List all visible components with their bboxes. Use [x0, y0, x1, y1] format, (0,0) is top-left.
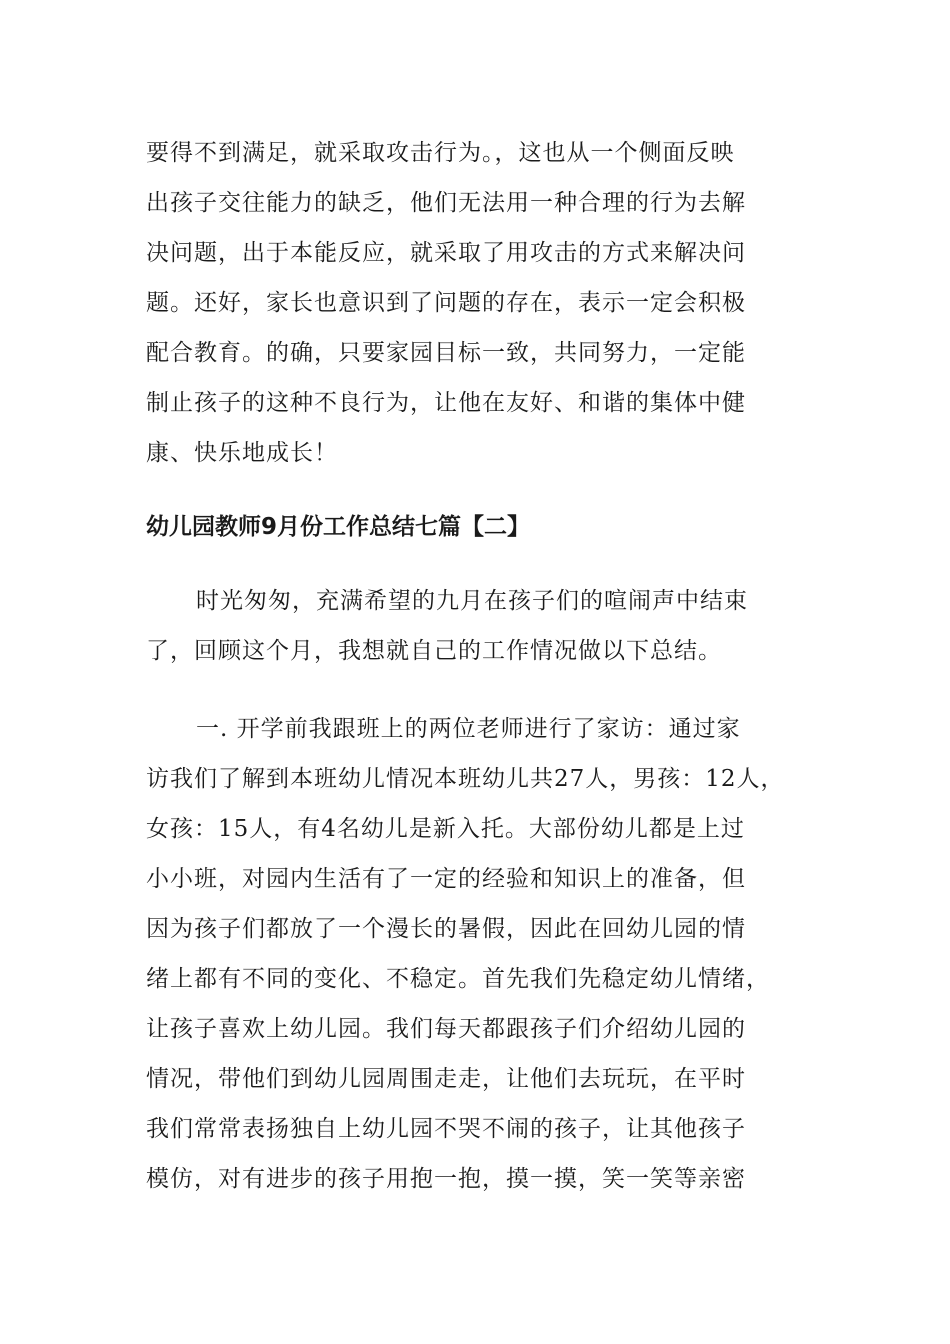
paragraph-home-visit: [146, 704, 796, 1204]
text-line: 小小班，对园内生活有了一定的经验和知识上的准备，但: [146, 866, 746, 892]
text-line: 题。还好，家长也意识到了问题的存在，表示一定会积极: [146, 290, 746, 316]
text-line: 康、快乐地成长！: [146, 440, 338, 466]
text-line: 时光匆匆，充满希望的九月在孩子们的喧闹声中结束: [196, 588, 748, 614]
text-line: 制止孩子的这种不良行为，让他在友好、和谐的集体中健: [146, 390, 746, 416]
text-line: 一. 开学前我跟班上的两位老师进行了家访：通过家: [196, 716, 741, 742]
text-line: 决问题，出于本能反应，就采取了用攻击的方式来解决问: [146, 240, 746, 266]
paragraph-gap: [146, 676, 796, 704]
text-line: 让孩子喜欢上幼儿园。我们每天都跟孩子们介绍幼儿园的: [146, 1016, 746, 1042]
text-line: 访我们了解到本班幼儿情况本班幼儿共27人，男孩：12人，: [146, 766, 785, 792]
text-line: 因为孩子们都放了一个漫长的暑假，因此在回幼儿园的情: [146, 916, 746, 942]
text-line: 我们常常表扬独自上幼儿园不哭不闹的孩子，让其他孩子: [146, 1116, 746, 1142]
section-heading: 幼儿园教师9月份工作总结七篇【二】: [146, 514, 531, 540]
text-line: 模仿，对有进步的孩子用抱一抱，摸一摸，笑一笑等亲密: [146, 1166, 746, 1192]
text-line: 要得不到满足，就采取攻击行为。，这也从一个侧面反映: [146, 140, 735, 166]
paragraph-continuation: [146, 128, 796, 478]
document-page: [146, 128, 796, 1204]
text-line: 配合教育。的确，只要家园目标一致，共同努力，一定能: [146, 340, 746, 366]
text-line: 女孩：15人，有4名幼儿是新入托。大部份幼儿都是上过: [146, 816, 745, 842]
text-line: 绪上都有不同的变化、不稳定。首先我们先稳定幼儿情绪，: [146, 966, 770, 992]
text-line: 出孩子交往能力的缺乏，他们无法用一种合理的行为去解: [146, 190, 746, 216]
text-line: 了，回顾这个月，我想就自己的工作情况做以下总结。: [146, 638, 722, 664]
text-line: 情况，带他们到幼儿园周围走走，让他们去玩玩，在平时: [146, 1066, 746, 1092]
paragraph-intro: [146, 576, 796, 676]
